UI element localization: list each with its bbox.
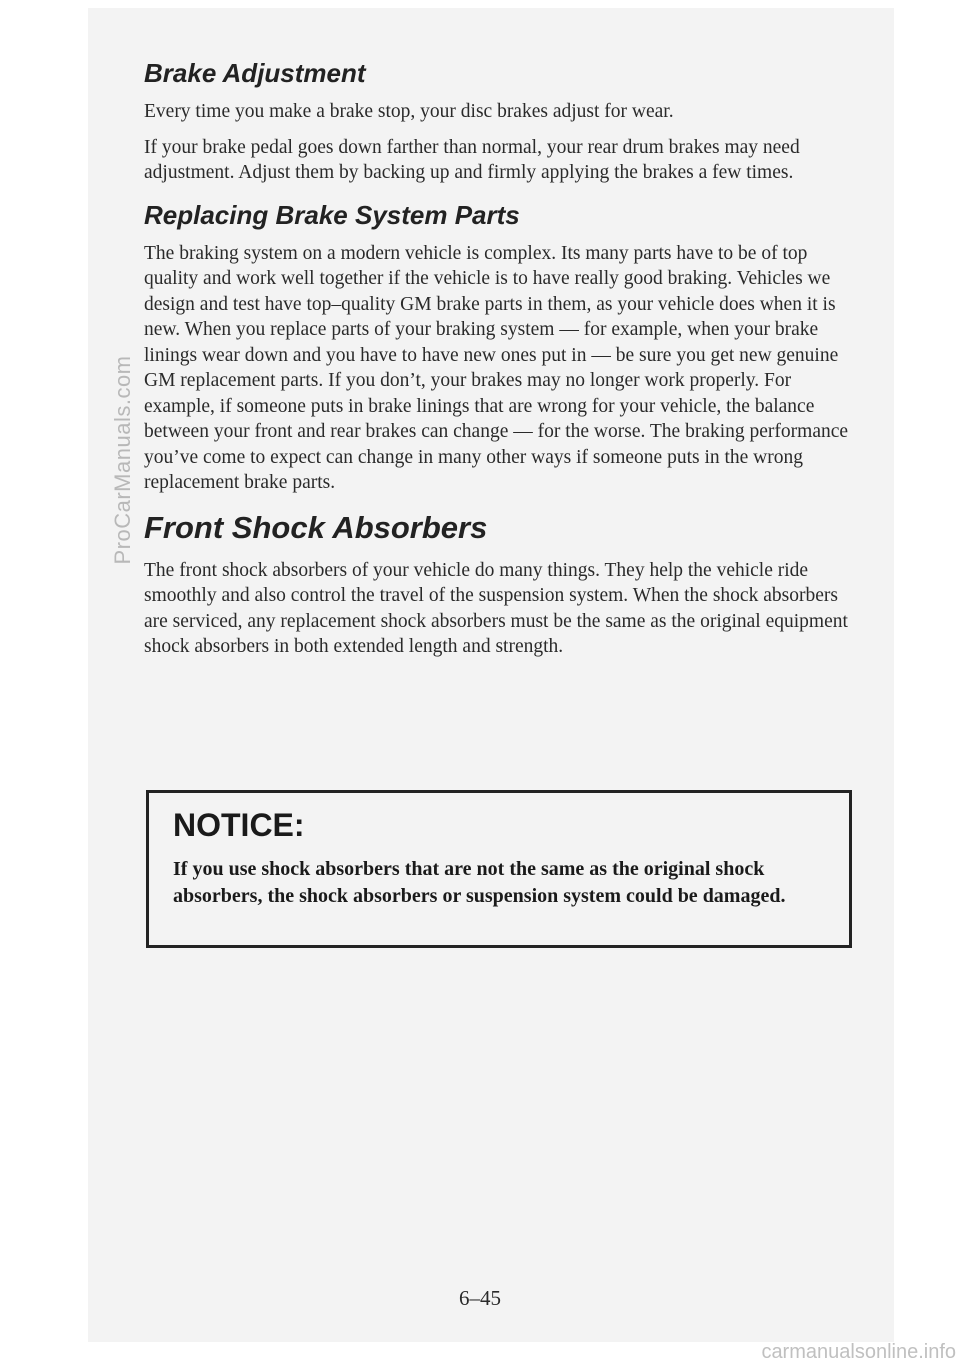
replacing-parts-paragraph-1: The braking system on a modern vehicle is complex. Its many parts have to be of top quality and work well together if the vehicle is to have really good braking. Vehicles we design and test have top–quality GM brake parts in them, as your vehicle does when it is new. When you replace parts of your braking system — for example, when your brake linings wear down and you have to have new ones put in — be sure you get new genuine GM replacement parts. If you don’t, your brakes may no longer work properly. For example, if someone puts in brake linings that are wrong for your vehicle, the balance between your front and rear brakes can change — for the worse. The braking performance you’ve come to expect can change in many other ways if someone puts in the wrong replacement brake parts. [144, 242, 849, 493]
front-shock-paragraph-1: The front shock absorbers of your vehicle do many things. They help the vehicle ride smoothly and also control the travel of the suspension system. When the shock absorbers are serviced, any replacement shock absorbers must be the same as the original equipment shock absorbers in both extended length and strength. [144, 559, 848, 657]
brake-adjustment-paragraph-2: If your brake pedal goes down farther than normal, your rear drum brakes may need adjustment. Adjust them by backing up and firmly applying the brakes a few times. [144, 136, 800, 183]
side-watermark: ProCarManuals.com [110, 355, 135, 565]
replacing-parts-section [144, 200, 864, 496]
bottom-watermark: carmanualsonline.info [761, 1341, 956, 1363]
front-shock-heading: Front Shock Absorbers [144, 509, 488, 545]
replacing-parts-heading: Replacing Brake System Parts [144, 199, 520, 230]
brake-adjustment-heading: Brake Adjustment [144, 58, 366, 88]
front-shock-section [144, 510, 864, 660]
notice-box [146, 790, 852, 948]
notice-text: If you use shock absorbers that are not the same as the original shock absorbers, the shock absorbers or suspension system could be damaged. [173, 858, 786, 907]
notice-title: NOTICE: [173, 807, 305, 843]
page-number: 6–45 [459, 1286, 501, 1310]
page-content [144, 58, 864, 674]
brake-adjustment-paragraph-1: Every time you make a brake stop, your disc brakes adjust for wear. [144, 101, 674, 122]
brake-adjustment-section [144, 58, 864, 186]
